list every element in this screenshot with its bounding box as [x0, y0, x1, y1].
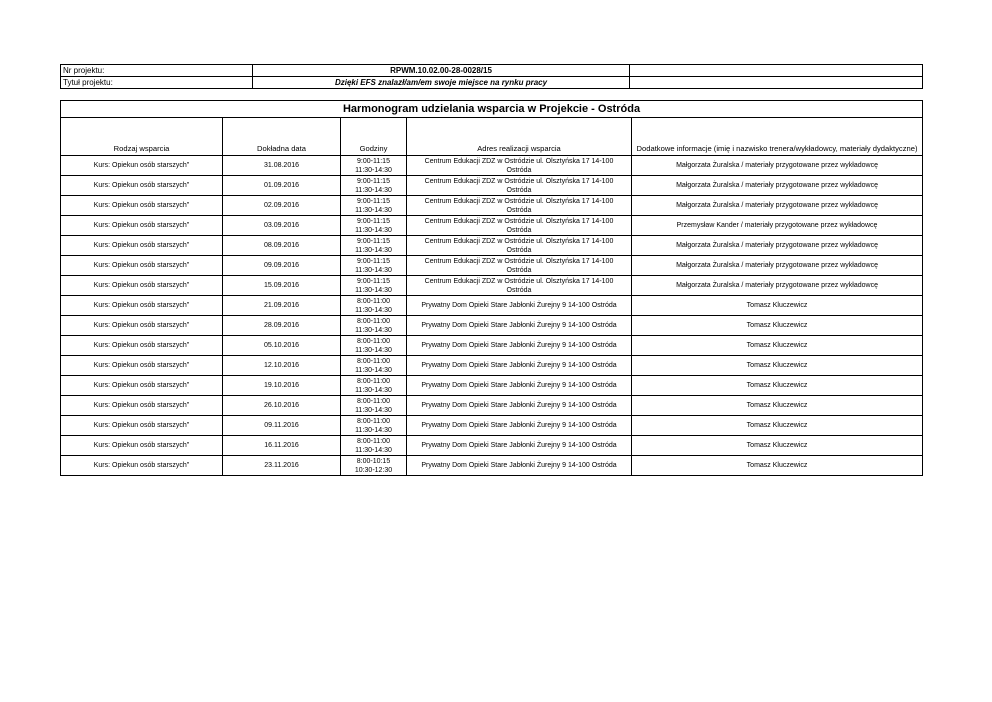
table-row: [61, 296, 923, 316]
cell-hours: [341, 336, 407, 356]
project-title-row: [61, 77, 923, 89]
cell-date: 23.11.2016: [223, 456, 341, 476]
hours-first: 9:00-11:15: [357, 157, 390, 165]
cell-hours: [341, 156, 407, 176]
address-line-1: Prywatny Dom Opieki Stare Jabłonki Żurejny 9 14-100 Ostróda: [421, 462, 617, 469]
header-type: Rodzaj wsparcia: [61, 118, 223, 156]
table-row: [61, 236, 923, 256]
schedule-header-row: [61, 118, 923, 156]
cell-type: Kurs: Opiekun osób starszych": [61, 436, 223, 456]
cell-hours: [341, 376, 407, 396]
cell-address: [407, 216, 632, 236]
cell-type: Kurs: Opiekun osób starszych": [61, 336, 223, 356]
cell-date: 09.09.2016: [223, 256, 341, 276]
cell-type: Kurs: Opiekun osób starszych": [61, 196, 223, 216]
cell-type: Kurs: Opiekun osób starszych": [61, 416, 223, 436]
hours-first: 8:00-10:15: [356, 457, 391, 465]
cell-address: [407, 416, 632, 436]
cell-address: [407, 256, 632, 276]
table-row: [61, 156, 923, 176]
cell-type: Kurs: Opiekun osób starszych": [61, 316, 223, 336]
table-row: [61, 456, 923, 476]
cell-date: 05.10.2016: [223, 336, 341, 356]
cell-hours: [341, 416, 407, 436]
hours-second: 11:30-14:30: [355, 286, 392, 294]
table-row: [61, 336, 923, 356]
hours-second: 11:30-14:30: [355, 386, 392, 394]
hours-first: 8:00-11:00: [357, 437, 390, 445]
cell-hours: [341, 236, 407, 256]
cell-info: Tomasz Kluczewicz: [632, 376, 923, 396]
cell-address: [407, 436, 632, 456]
address-line-2: Ostróda: [506, 206, 532, 214]
hours-second: 11:30-14:30: [355, 426, 392, 434]
cell-address: [407, 396, 632, 416]
address-line-1: Prywatny Dom Opieki Stare Jabłonki Żurejny 9 14-100 Ostróda: [421, 342, 617, 349]
address-line-2: Ostróda: [506, 186, 532, 194]
hours-second: 11:30-14:30: [355, 406, 392, 414]
cell-type: Kurs: Opiekun osób starszych": [61, 176, 223, 196]
hours-first: 8:00-11:00: [357, 377, 390, 385]
cell-hours: [341, 396, 407, 416]
hours-second: 11:30-14:30: [355, 366, 392, 374]
table-row: [61, 436, 923, 456]
table-row: [61, 276, 923, 296]
cell-info: Tomasz Kluczewicz: [632, 296, 923, 316]
address-line-1: Prywatny Dom Opieki Stare Jabłonki Żurejny 9 14-100 Ostróda: [421, 382, 617, 389]
cell-address: [407, 196, 632, 216]
cell-info: Małgorzata Żuralska / materiały przygotowane przez wykładowcę: [632, 176, 923, 196]
project-info-table: [60, 64, 923, 89]
project-title-value: Dzięki EFS znalazł/am/em swoje miejsce na rynku pracy: [253, 77, 630, 89]
hours-second: 11:30-14:30: [355, 186, 392, 194]
cell-type: Kurs: Opiekun osób starszych": [61, 296, 223, 316]
cell-date: 19.10.2016: [223, 376, 341, 396]
address-line-1: Centrum Edukacji ZDZ w Ostródzie ul. Olsztyńska 17 14-100: [424, 157, 614, 165]
cell-info: Tomasz Kluczewicz: [632, 356, 923, 376]
cell-info: Przemysław Kander / materiały przygotowane przez wykładowcę: [632, 216, 923, 236]
address-line-1: Centrum Edukacji ZDZ w Ostródzie ul. Olsztyńska 17 14-100: [424, 257, 614, 265]
table-row: [61, 396, 923, 416]
table-row: [61, 196, 923, 216]
header-hours: Godziny: [341, 118, 407, 156]
cell-type: Kurs: Opiekun osób starszych": [61, 216, 223, 236]
address-line-1: Centrum Edukacji ZDZ w Ostródzie ul. Olsztyńska 17 14-100: [424, 197, 614, 205]
cell-date: 26.10.2016: [223, 396, 341, 416]
cell-date: 12.10.2016: [223, 356, 341, 376]
cell-date: 08.09.2016: [223, 236, 341, 256]
cell-type: Kurs: Opiekun osób starszych": [61, 456, 223, 476]
hours-first: 9:00-11:15: [357, 197, 390, 205]
project-title-empty-cell: [630, 77, 923, 89]
cell-hours: [341, 216, 407, 236]
cell-address: [407, 336, 632, 356]
project-number-value: RPWM.10.02.00-28-0028/15: [253, 65, 630, 77]
header-address: Adres realizacji wsparcia: [407, 118, 632, 156]
hours-second: 11:30-14:30: [355, 346, 392, 354]
cell-address: [407, 156, 632, 176]
hours-second: 11:30-14:30: [355, 266, 392, 274]
cell-date: 03.09.2016: [223, 216, 341, 236]
address-line-1: Centrum Edukacji ZDZ w Ostródzie ul. Olsztyńska 17 14-100: [424, 277, 614, 285]
hours-second: 10:30-12:30: [354, 466, 393, 474]
address-line-1: Centrum Edukacji ZDZ w Ostródzie ul. Olsztyńska 17 14-100: [424, 217, 614, 225]
cell-address: [407, 316, 632, 336]
address-line-1: Prywatny Dom Opieki Stare Jabłonki Żurejny 9 14-100 Ostróda: [421, 442, 617, 449]
schedule-title-row: [61, 101, 923, 118]
cell-info: Tomasz Kluczewicz: [632, 436, 923, 456]
cell-type: Kurs: Opiekun osób starszych": [61, 396, 223, 416]
cell-date: 15.09.2016: [223, 276, 341, 296]
cell-address: [407, 296, 632, 316]
address-line-2: Ostróda: [506, 286, 532, 294]
schedule-table: [60, 100, 923, 476]
cell-hours: [341, 276, 407, 296]
cell-address: [407, 356, 632, 376]
table-row: [61, 316, 923, 336]
cell-date: 01.09.2016: [223, 176, 341, 196]
header-date: Dokładna data: [223, 118, 341, 156]
cell-type: Kurs: Opiekun osób starszych": [61, 236, 223, 256]
address-line-1: Prywatny Dom Opieki Stare Jabłonki Żurejny 9 14-100 Ostróda: [421, 422, 617, 429]
hours-first: 9:00-11:15: [357, 277, 390, 285]
cell-date: 02.09.2016: [223, 196, 341, 216]
hours-second: 11:30-14:30: [355, 166, 392, 174]
table-row: [61, 416, 923, 436]
cell-info: Małgorzata Żuralska / materiały przygotowane przez wykładowcę: [632, 256, 923, 276]
hours-first: 9:00-11:15: [357, 177, 390, 185]
cell-address: [407, 236, 632, 256]
table-row: [61, 256, 923, 276]
cell-date: 28.09.2016: [223, 316, 341, 336]
cell-type: Kurs: Opiekun osób starszych": [61, 156, 223, 176]
cell-type: Kurs: Opiekun osób starszych": [61, 256, 223, 276]
hours-first: 8:00-11:00: [357, 297, 390, 305]
cell-info: Małgorzata Żuralska / materiały przygotowane przez wykładowcę: [632, 276, 923, 296]
hours-first: 9:00-11:15: [357, 237, 390, 245]
hours-second: 11:30-14:30: [355, 326, 392, 334]
address-line-2: Ostróda: [506, 166, 532, 174]
schedule-title: Harmonogram udzielania wsparcia w Projekcie - Ostróda: [61, 101, 923, 118]
table-row: [61, 176, 923, 196]
address-line-1: Centrum Edukacji ZDZ w Ostródzie ul. Olsztyńska 17 14-100: [424, 177, 614, 185]
address-line-1: Prywatny Dom Opieki Stare Jabłonki Żurejny 9 14-100 Ostróda: [421, 402, 617, 409]
hours-first: 9:00-11:15: [357, 257, 390, 265]
cell-hours: [341, 456, 407, 476]
header-info: Dodatkowe informacje (imię i nazwisko trenera/wykładowcy, materiały dydaktyczne): [632, 118, 923, 156]
hours-first: 8:00-11:00: [357, 357, 390, 365]
address-line-1: Prywatny Dom Opieki Stare Jabłonki Żurejny 9 14-100 Ostróda: [421, 362, 617, 369]
hours-first: 8:00-11:00: [357, 337, 390, 345]
address-line-1: Centrum Edukacji ZDZ w Ostródzie ul. Olsztyńska 17 14-100: [424, 237, 614, 245]
cell-type: Kurs: Opiekun osób starszych": [61, 276, 223, 296]
project-title-label: Tytuł projektu:: [61, 77, 253, 89]
cell-hours: [341, 296, 407, 316]
cell-address: [407, 276, 632, 296]
cell-hours: [341, 356, 407, 376]
project-number-row: [61, 65, 923, 77]
hours-first: 8:00-11:00: [357, 417, 390, 425]
hours-second: 11:30-14:30: [355, 246, 392, 254]
cell-date: 31.08.2016: [223, 156, 341, 176]
hours-first: 9:00-11:15: [357, 217, 390, 225]
cell-address: [407, 376, 632, 396]
hours-first: 8:00-11:00: [357, 397, 390, 405]
address-line-1: Prywatny Dom Opieki Stare Jabłonki Żurejny 9 14-100 Ostróda: [421, 302, 617, 309]
hours-first: 8:00-11:00: [357, 317, 390, 325]
address-line-2: Ostróda: [506, 226, 532, 234]
cell-hours: [341, 436, 407, 456]
cell-info: Tomasz Kluczewicz: [632, 336, 923, 356]
hours-second: 11:30-14:30: [355, 306, 392, 314]
cell-info: Tomasz Kluczewicz: [632, 396, 923, 416]
table-row: [61, 376, 923, 396]
hours-second: 11:30-14:30: [355, 446, 392, 454]
hours-second: 11:30-14:30: [355, 206, 392, 214]
cell-date: 21.09.2016: [223, 296, 341, 316]
cell-hours: [341, 176, 407, 196]
project-number-label: Nr projektu:: [61, 65, 253, 77]
cell-date: 16.11.2016: [223, 436, 341, 456]
cell-hours: [341, 316, 407, 336]
cell-info: Tomasz Kluczewicz: [632, 416, 923, 436]
cell-info: Małgorzata Żuralska / materiały przygotowane przez wykładowcę: [632, 236, 923, 256]
table-row: [61, 216, 923, 236]
address-line-2: Ostróda: [506, 246, 532, 254]
cell-type: Kurs: Opiekun osób starszych": [61, 356, 223, 376]
cell-address: [407, 456, 632, 476]
cell-info: Małgorzata Żuralska / materiały przygotowane przez wykładowcę: [632, 156, 923, 176]
cell-type: Kurs: Opiekun osób starszych": [61, 376, 223, 396]
address-line-2: Ostróda: [506, 266, 532, 274]
cell-hours: [341, 196, 407, 216]
cell-hours: [341, 256, 407, 276]
table-row: [61, 356, 923, 376]
cell-info: Tomasz Kluczewicz: [632, 316, 923, 336]
cell-address: [407, 176, 632, 196]
cell-info: Małgorzata Żuralska / materiały przygotowane przez wykładowcę: [632, 196, 923, 216]
address-line-1: Prywatny Dom Opieki Stare Jabłonki Żurejny 9 14-100 Ostróda: [421, 322, 617, 329]
cell-date: 09.11.2016: [223, 416, 341, 436]
project-number-empty-cell: [630, 65, 923, 77]
hours-second: 11:30-14:30: [355, 226, 392, 234]
cell-info: Tomasz Kluczewicz: [632, 456, 923, 476]
